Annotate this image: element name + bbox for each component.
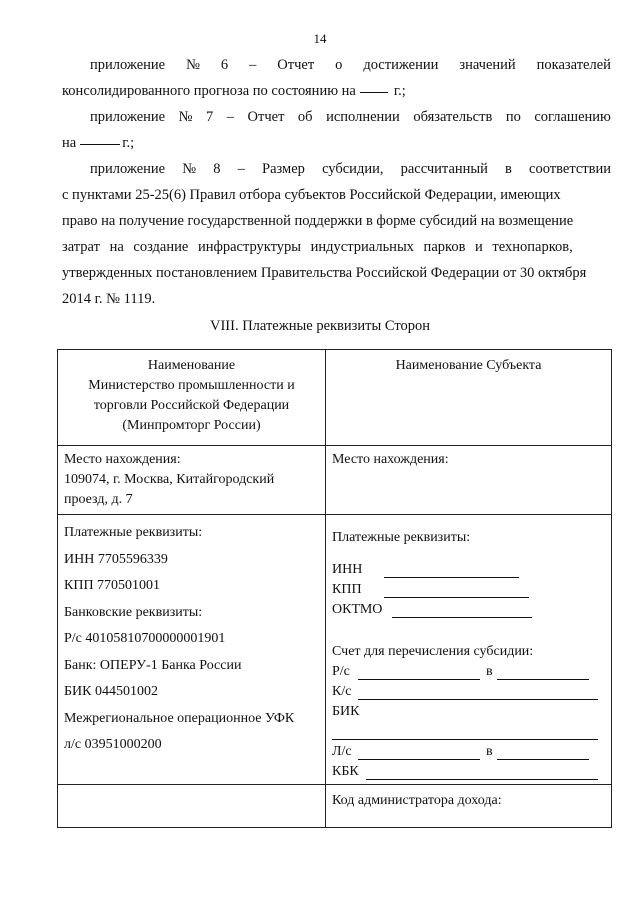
- payment-details-table: [57, 349, 612, 828]
- appendix-8-line-3: право на получение государственной поддержки в форме субсидий на возмещение: [62, 213, 574, 229]
- section-title: VIII. Платежные реквизиты Сторон: [210, 318, 430, 334]
- paragraph-appendix-8: [62, 156, 611, 312]
- inn-blank: [384, 563, 519, 578]
- appendix-7-line-2: на г.;: [62, 130, 611, 156]
- ks-blank: [358, 685, 598, 700]
- bik-blank: [332, 725, 598, 740]
- paragraph-appendix-6: [62, 52, 611, 104]
- appendix-8-line-2: с пунктами 25-25(6) Правил отбора субъектов Российской Федерации, имеющих: [62, 187, 561, 203]
- subject-name-cell: Наименование Субъекта: [326, 350, 612, 446]
- subject-payment-cell: Платежные реквизиты: ИНН КПП ОКТМО Счет для перечисления субсидии: Р/с в К/с БИК Л/с в КБК: [326, 515, 612, 785]
- empty-cell: [58, 785, 326, 828]
- appendix-8-line-6: 2014 г. № 1119.: [62, 291, 156, 307]
- date-blank: [80, 130, 120, 145]
- paragraph-appendix-7: [62, 104, 611, 156]
- rs-bank-blank: [497, 665, 589, 680]
- table-row: [58, 515, 612, 785]
- oktmo-blank: [392, 603, 532, 618]
- date-blank: [360, 78, 388, 93]
- kbk-blank: [366, 765, 598, 780]
- appendix-6-line-1: приложение № 6 – Отчет о достижении значений показателей: [90, 57, 611, 73]
- table-row: [58, 446, 612, 515]
- rs-blank: [358, 665, 480, 680]
- ministry-location-cell: Место нахождения: 109074, г. Москва, Китайгородский проезд, д. 7: [58, 446, 326, 515]
- ministry-payment-cell: Платежные реквизиты: ИНН 7705596339 КПП 770501001 Банковские реквизиты: Р/с 40105810700000001901 Банк: ОПЕРУ-1 Банка России БИК 044501002 Межрегиональное операционное УФК л/с 03951000200: [58, 515, 326, 785]
- subject-location-cell: Место нахождения:: [326, 446, 612, 515]
- kpp-blank: [384, 583, 529, 598]
- appendix-7-line-1: приложение № 7 – Отчет об исполнении обязательств по соглашению: [90, 109, 611, 125]
- ls-blank: [358, 745, 480, 760]
- appendix-8-line-5: утвержденных постановлением Правительства Российской Федерации от 30 октября: [62, 265, 587, 281]
- income-admin-code-cell: Код администратора дохода:: [326, 785, 612, 828]
- appendix-8-line-4: затрат на создание инфраструктуры индустриальных парков и технопарков,: [62, 239, 573, 255]
- ls-bank-blank: [497, 745, 589, 760]
- ministry-name-cell: Наименование Министерство промышленности и торговли Российской Федерации (Минпромторг России): [58, 350, 326, 446]
- table-row: [58, 785, 612, 828]
- page-number: 14: [313, 31, 327, 46]
- table-row: [58, 350, 612, 446]
- appendix-6-line-2: консолидированного прогноза по состоянию на г.;: [62, 78, 611, 104]
- appendix-8-line-1: приложение № 8 – Размер субсидии, рассчитанный в соответствии: [90, 161, 611, 177]
